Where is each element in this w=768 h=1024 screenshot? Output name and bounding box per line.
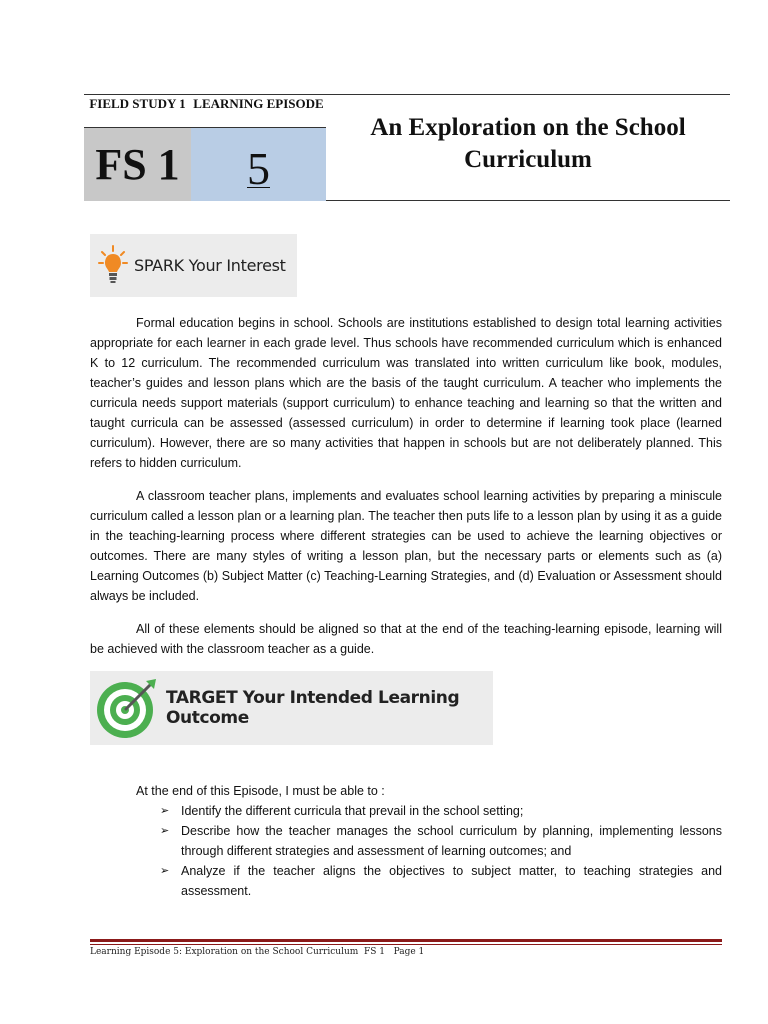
header-divider	[84, 127, 326, 128]
episode-number-box	[191, 128, 326, 201]
course-code: FS 1	[84, 128, 191, 201]
objective-text: Describe how the teacher manages the school curriculum by planning, implementing lessons through different strategies and assessment of learning outcomes; and	[181, 824, 722, 858]
objective-text: Analyze if the teacher aligns the objectives to subject matter, to teaching strategies and assessment.	[181, 864, 722, 898]
objectives-list	[160, 801, 722, 901]
arrow-bullet-icon: ➢	[160, 805, 170, 817]
spark-banner-label: SPARK Your Interest	[134, 256, 286, 275]
footer-rule-thick	[90, 939, 722, 942]
page-footer: Learning Episode 5: Exploration on the School Curriculum FS 1 Page 1	[90, 947, 425, 957]
paragraph-formal-education: Formal education begins in school. Schools are institutions established to design total learning activities appropriate for each learner in each grade level. Thus schools have recommended curriculum which is enhanced K to 12 curriculum. The recommended curriculum was translated into written curriculum like book, modules, teacher’s guides and lesson plans which are the basis of the taught curriculum. A teacher who implements the curricula needs support materials (support curriculum) to enhance teaching and learning so that the written and taught curricula can be assessed (assessed curriculum) in order to determine if learning took place (learned curriculum). However, there are so many activities that happen in schools but are not deliberately planned. This refers to hidden curriculum.	[90, 316, 722, 470]
arrow-bullet-icon: ➢	[160, 865, 170, 877]
learning-episode-label: LEARNING EPISODE	[193, 96, 324, 111]
lightbulb-icon	[98, 244, 128, 288]
objective-text: Identify the different curricula that prevail in the school setting;	[181, 804, 524, 818]
episode-header	[84, 94, 730, 201]
target-banner-label: TARGET Your Intended Learning Outcome	[166, 688, 460, 728]
episode-number: 5	[247, 143, 270, 194]
page-title: An Exploration on the School Curriculum	[370, 114, 686, 173]
list-item	[160, 821, 722, 861]
paragraph-alignment: All of these elements should be aligned so that at the end of the teaching-learning episode, learning will be achieved with the classroom teacher as a guide.	[90, 622, 722, 656]
footer-rule-thin	[90, 944, 722, 945]
spark-banner	[90, 234, 297, 297]
list-item	[160, 801, 722, 821]
objectives-intro: At the end of this Episode, I must be able to :	[136, 784, 385, 798]
field-study-label: FIELD STUDY 1	[89, 96, 186, 111]
target-banner	[90, 671, 493, 745]
paragraph-lesson-plan: A classroom teacher plans, implements and evaluates school learning activities by preparing a miniscule curriculum called a lesson plan or a learning plan. The teacher then puts life to a lesson plan by using it as a guide in the teaching-learning process where different strategies can be used to achieve the learning objectives or outcomes. There are many styles of writing a lesson plan, but the necessary parts or elements such as (a) Learning Outcomes (b) Subject Matter (c) Teaching-Learning Strategies, and (d) Evaluation or Assessment should always be included.	[90, 489, 722, 603]
arrow-bullet-icon: ➢	[160, 825, 170, 837]
target-icon	[94, 675, 160, 741]
list-item	[160, 861, 722, 901]
